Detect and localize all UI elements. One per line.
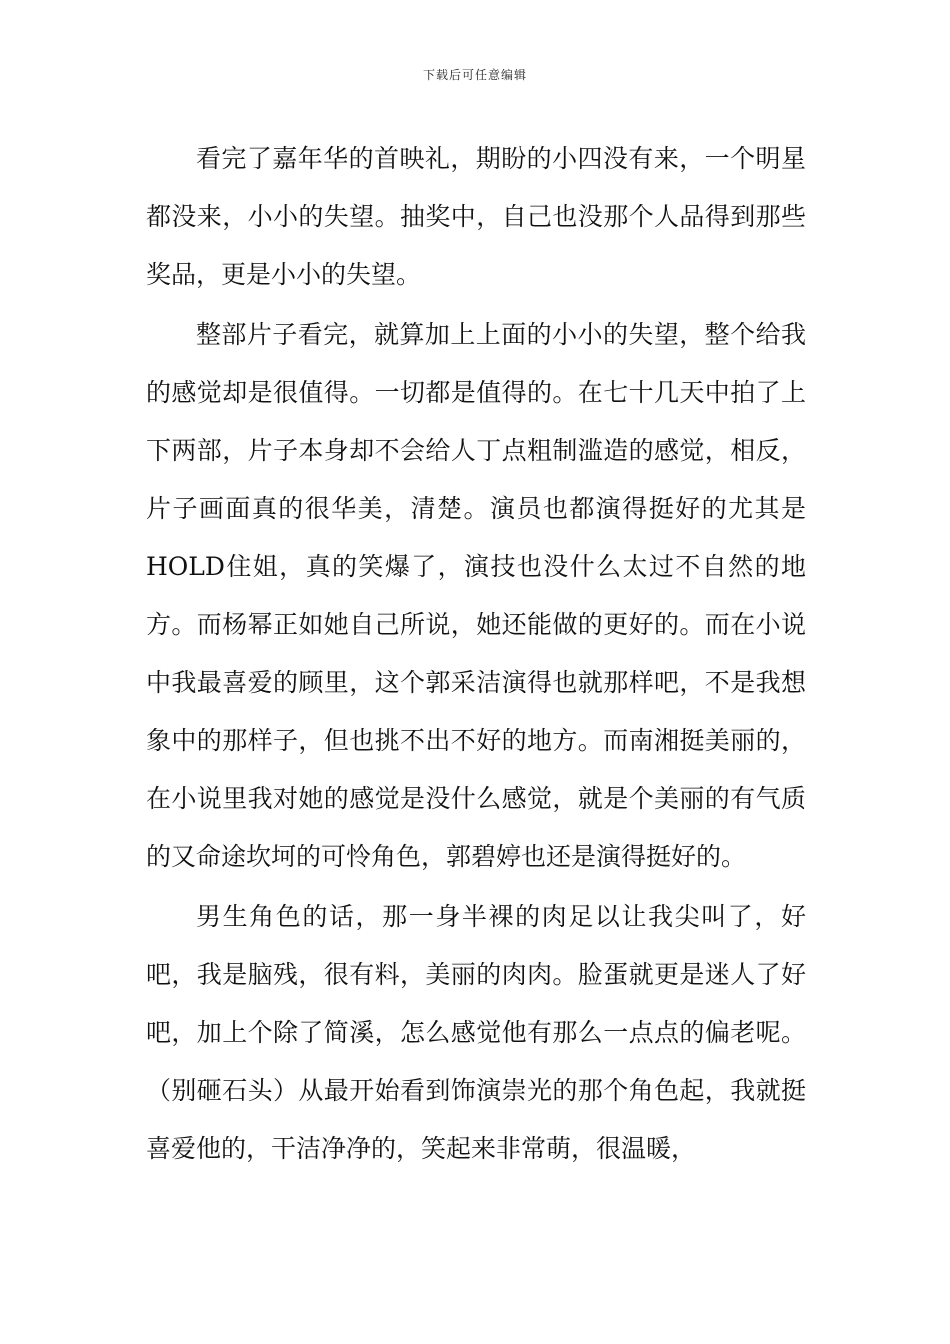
page-header: 下载后可任意编辑 bbox=[422, 68, 527, 82]
paragraph-3: 男生角色的话，那一身半裸的肉足以让我尖叫了，好吧，我是脑残，很有料，美丽的肉肉。脸蛋就更是迷人了好吧，加上个除了简溪，怎么感觉他有那么一点点的偏老呢。（别砸石头）从最开始看到饰演崇光的那个角色起，我就挺喜爱他的，干洁净净的，笑起来非常萌，很温暖， bbox=[146, 902, 806, 1163]
document-body bbox=[146, 130, 806, 1180]
paragraph-2: 整部片子看完，就算加上上面的小小的失望，整个给我的感觉却是很值得。一切都是值得的。在七十几天中拍了上下两部，片子本身却不会给人丁点粗制滥造的感觉，相反，片子画面真的很华美，清楚。演员也都演得挺好的尤其是HOLD住姐，真的笑爆了，演技也没什么太过不自然的地方。而杨幂正如她自己所说，她还能做的更好的。而在小说中我最喜爱的顾里，这个郭采洁演得也就那样吧，不是我想象中的那样子，但也挑不出不好的地方。而南湘挺美丽的，在小说里我对她的感觉是没什么感觉，就是个美丽的有气质的又命途坎坷的可怜角色，郭碧婷也还是演得挺好的。 bbox=[146, 320, 806, 871]
paragraph-1: 看完了嘉年华的首映礼，期盼的小四没有来，一个明星都没来，小小的失望。抽奖中，自己也没那个人品得到那些奖品，更是小小的失望。 bbox=[146, 144, 806, 289]
